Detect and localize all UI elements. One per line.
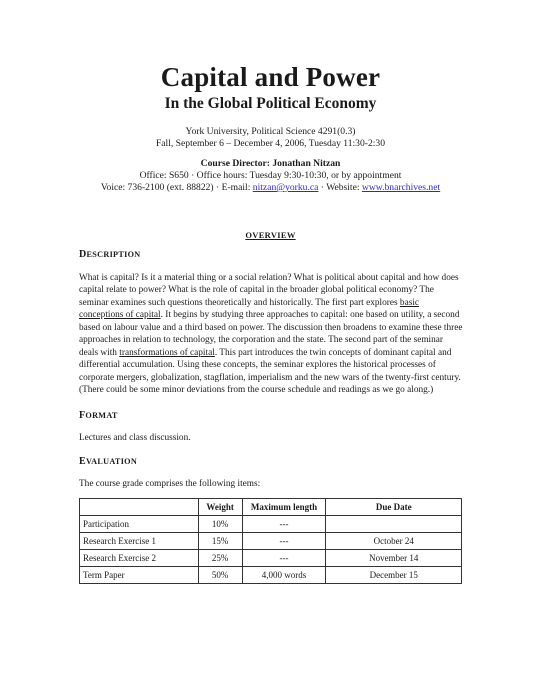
- evaluation-heading-rest: VALUATION: [85, 457, 138, 466]
- transformations-link[interactable]: transformations of capital: [119, 347, 215, 358]
- weight-cell: 25%: [198, 550, 242, 567]
- evaluation-text: The course grade comprises the following items:: [79, 479, 261, 489]
- description-heading-rest: ESCRIPTION: [86, 250, 141, 259]
- column-header: [80, 499, 199, 516]
- due-cell: October 24: [326, 533, 462, 550]
- overview-heading: OVERVIEW: [245, 230, 296, 240]
- format-heading-cap: F: [79, 410, 86, 421]
- description-text-3: . This part introduces the twin concepts of dominant capital and differential accumulation. Using these concepts, the seminar explores the historical processes of corporate mergers, globalization, stagflation, imperialism and the new wars of the twenty-first century. (There could be some minor deviations from the course schedule and readings as we go along.): [79, 347, 461, 396]
- voice-text: Voice: 736-2100 (ext. 88822) · E-mail:: [100, 182, 253, 193]
- director-label: Course Director: Jonathan Nitzan: [200, 158, 341, 169]
- length-cell: ---: [242, 550, 326, 567]
- length-cell: ---: [242, 533, 326, 550]
- item-cell: Research Exercise 2: [80, 550, 199, 567]
- due-cell: [326, 516, 462, 533]
- item-cell: Research Exercise 1: [80, 533, 199, 550]
- length-cell: ---: [242, 516, 326, 533]
- table-header-row: [80, 499, 462, 516]
- format-heading-rest: ORMAT: [85, 411, 118, 420]
- evaluation-heading: [79, 456, 137, 467]
- due-cell: December 15: [326, 567, 462, 584]
- due-cell: November 14: [326, 550, 462, 567]
- university-line: York University, Political Science 4291(0.3): [185, 126, 356, 137]
- column-header: Due Date: [326, 499, 462, 516]
- description-heading-cap: D: [79, 249, 87, 260]
- website-link[interactable]: www.bnarchives.net: [361, 182, 441, 193]
- weight-cell: 15%: [198, 533, 242, 550]
- term-line: Fall, September 6 – December 4, 2006, Tuesday 11:30-2:30: [155, 138, 386, 149]
- evaluation-heading-cap: E: [79, 456, 86, 467]
- table-row: [80, 533, 462, 550]
- basic-conceptions-link[interactable]: basic conceptions of capital: [79, 297, 420, 321]
- contact-line: [0, 182, 541, 194]
- table-row: [80, 516, 462, 533]
- weight-cell: 50%: [198, 567, 242, 584]
- grade-table: [79, 498, 462, 584]
- course-info: [0, 126, 541, 150]
- description-text-2: . It begins by studying three approaches to capital: one based on utility, a second based on labour value and a third based on power. The discussion then broadens to examine these three approaches in relation to technology, the corporation and the state. The second part of the seminar deals with: [79, 310, 463, 358]
- table-row: [80, 550, 462, 567]
- table-row: [80, 567, 462, 584]
- page-title: Capital and Power: [160, 62, 381, 92]
- email-link[interactable]: nitzan@yorku.ca: [252, 182, 319, 193]
- item-cell: Participation: [80, 516, 199, 533]
- item-cell: Term Paper: [80, 567, 199, 584]
- description-heading: [79, 249, 141, 260]
- office-line: Office: S650 · Office hours: Tuesday 9:30-10:30, or by appointment: [139, 170, 402, 181]
- length-cell: 4,000 words: [242, 567, 326, 584]
- director-info: [0, 158, 541, 194]
- page-subtitle: In the Global Political Economy: [164, 95, 377, 112]
- weight-cell: 10%: [198, 516, 242, 533]
- column-header: Maximum length: [242, 499, 326, 516]
- format-text: Lectures and class discussion.: [79, 433, 191, 443]
- website-prefix: · Website:: [318, 182, 362, 193]
- format-heading: [79, 410, 118, 421]
- description-text-1: What is capital? Is it a material thing or a social relation? What is political about capital and how does capital relate to power? What is the role of capital in the broader global political economy? The seminar examines such questions theoretically and historically. The first part explores: [79, 273, 459, 308]
- column-header: Weight: [198, 499, 242, 516]
- description-paragraph: [79, 272, 464, 397]
